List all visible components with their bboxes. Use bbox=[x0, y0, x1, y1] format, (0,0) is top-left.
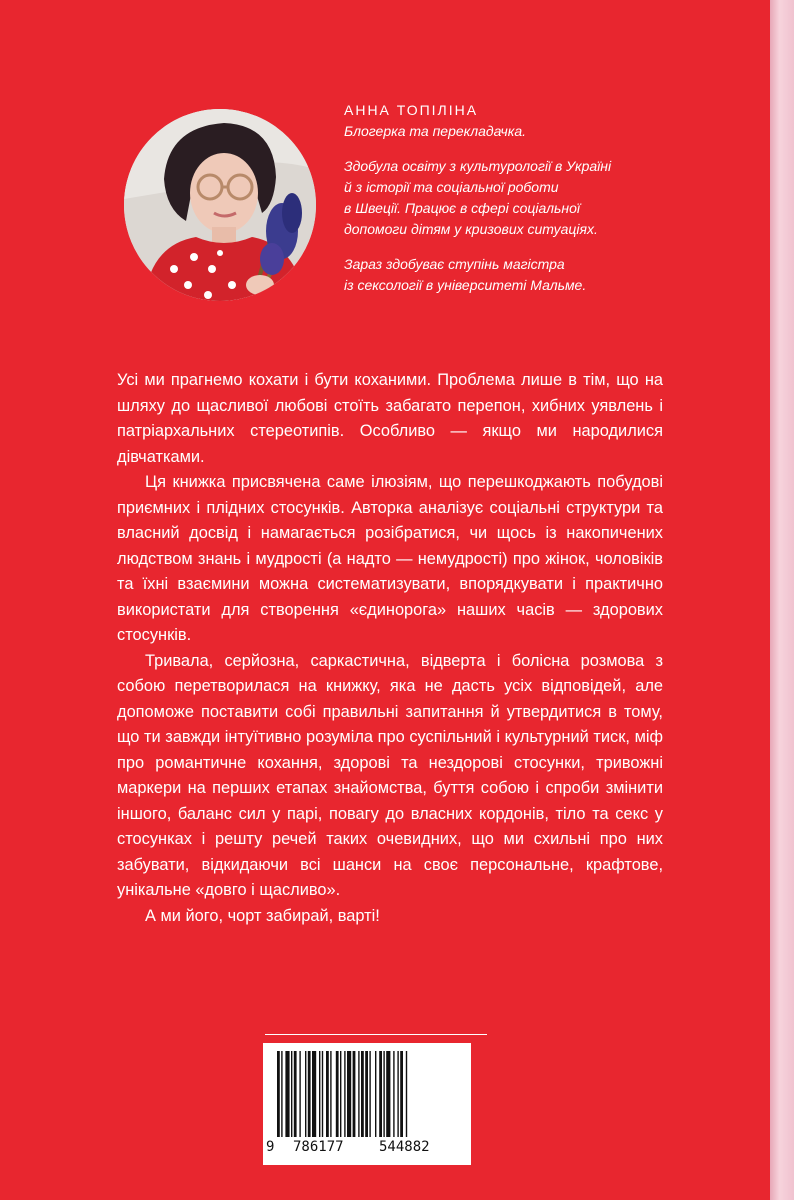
author-bio-line: із сексології в університеті Мальме. bbox=[344, 277, 587, 293]
isbn-barcode bbox=[263, 1043, 471, 1165]
author-name: АННА ТОПІЛІНА bbox=[344, 102, 479, 118]
description-paragraph: Усі ми прагнемо кохати і бути коханими. Проблема лише в тім, що на шляху до щасливої любові стоїть забагато перепон, хибних уявлень і патріархальних стереотипів. Особливо — якщо ми народилися дівчатками. bbox=[117, 371, 663, 466]
book-description bbox=[117, 368, 663, 929]
isbn-group-right: 544882 bbox=[379, 1139, 430, 1155]
author-bio-line: Здобула освіту з культурології в Україні bbox=[344, 158, 612, 174]
author-bio-line: й з історії та соціальної роботи bbox=[344, 179, 559, 195]
barcode-bars bbox=[277, 1051, 457, 1137]
description-paragraph: Тривала, серйозна, саркастична, відверта і болісна розмова з собою перетворилася на книжку, яка не дасть усіх відповідей, але допоможе поставити собі правильні запитання й утвердитися в тому, що ти завжди інтуїтивно розуміла про суспільний і культурний тиск, міф про романтичне кохання, здорові та нездорові стосунки, тривожні маркери на перших етапах знайомства, буття собою і спроби змінити іншого, баланс сил у парі, повагу до власних кордонів, тіло та секс у стосунках і решту речей таких очевидних, що ми схильні про них забувати, відкидаючи всі шанси на своє персональне, крафтове, унікальне «довго і щасливо». bbox=[117, 651, 663, 899]
author-bio bbox=[344, 100, 644, 296]
description-paragraph: Ця книжка присвячена саме ілюзіям, що перешкоджають побудові приємних і плідних стосунків. Авторка аналізує соціальні структури та власний досвід і намагається розібратися, чи щось із накопичених людством знань і мудрості (а надто — немудрості) про жінок, чоловіків та їхні взаємини можна систематизувати, впорядкувати і практично використати для створення «єдинорога» наших часів — здорових стосунків. bbox=[117, 473, 663, 644]
author-role: Блогерка та перекладачка. bbox=[344, 123, 527, 139]
isbn-group-left: 786177 bbox=[293, 1139, 344, 1155]
description-paragraph: А ми його, чорт забирай, варті! bbox=[145, 906, 380, 925]
author-bio-line: Зараз здобуває ступінь магістра bbox=[344, 256, 565, 272]
divider-line bbox=[265, 1034, 487, 1035]
author-photo bbox=[124, 109, 316, 301]
page-edge bbox=[770, 0, 794, 1200]
author-portrait-image bbox=[124, 109, 316, 301]
author-bio-line: допомоги дітям у кризових ситуаціях. bbox=[344, 221, 598, 237]
author-bio-line: в Швеції. Працює в сфері соціальної bbox=[344, 200, 580, 216]
isbn-first-digit: 9 bbox=[266, 1139, 275, 1155]
